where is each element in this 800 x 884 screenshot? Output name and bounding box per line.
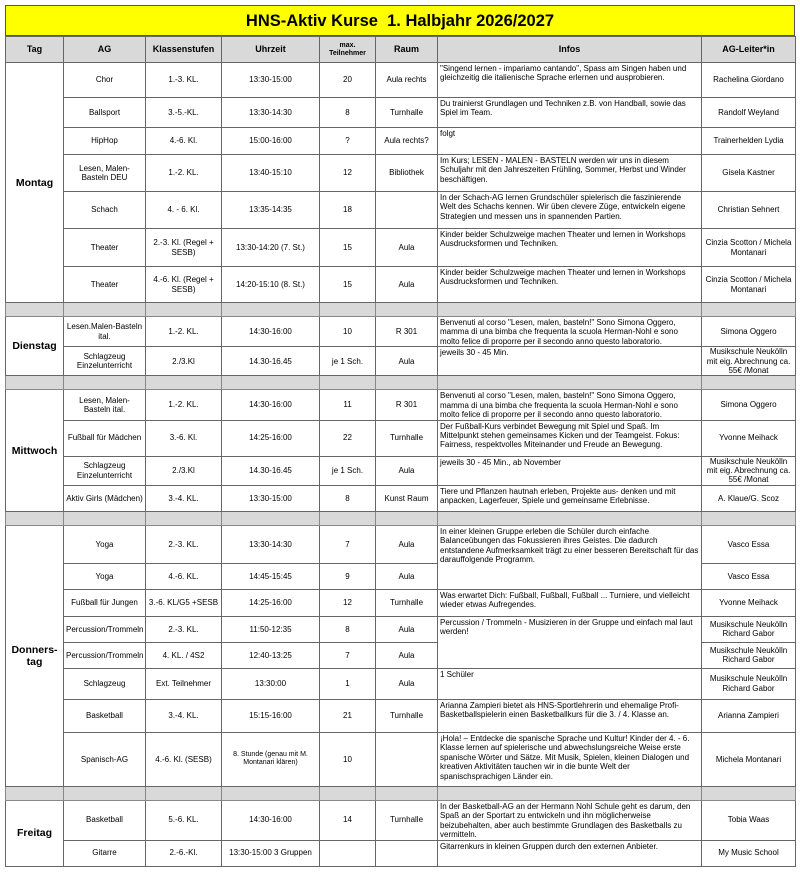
table-row (6, 668, 796, 699)
separator-cell (6, 376, 64, 390)
klassenstufen-cell: 3.-5.-KL. (146, 98, 222, 128)
uhrzeit-cell: 15:00-16:00 (222, 128, 320, 155)
course-sheet (5, 5, 795, 867)
separator-cell (146, 786, 222, 800)
leiter-cell: Michela Montanari (702, 732, 796, 786)
klassenstufen-cell: 4. - 6. Kl. (146, 192, 222, 229)
uhrzeit-cell: 14:30-16:00 (222, 317, 320, 347)
max-teilnehmer-cell: 18 (320, 192, 376, 229)
page-title: HNS-Aktiv Kurse 1. Halbjahr 2026/2027 (5, 5, 795, 36)
separator-cell (6, 511, 64, 525)
klassenstufen-cell: 1.-2. KL. (146, 155, 222, 192)
raum-cell: Kunst Raum (376, 485, 438, 511)
infos-cell: folgt (438, 128, 702, 155)
uhrzeit-cell: 14:30-16:00 (222, 390, 320, 420)
raum-cell: Aula (376, 616, 438, 642)
leiter-cell: A. Klaue/G. Scoz (702, 485, 796, 511)
table-row (6, 840, 796, 866)
leiter-cell: Musikschule Neukölln Richard Gabor (702, 668, 796, 699)
max-teilnehmer-cell: 1 (320, 668, 376, 699)
leiter-cell: My Music School (702, 840, 796, 866)
uhrzeit-cell: 13:30-14:30 (222, 525, 320, 563)
uhrzeit-cell: 13:30-14:30 (222, 98, 320, 128)
ag-cell: Schlagzeug (64, 668, 146, 699)
separator-cell (438, 511, 702, 525)
day-separator (6, 786, 796, 800)
max-teilnehmer-cell: 8 (320, 485, 376, 511)
leiter-cell: Randolf Weyland (702, 98, 796, 128)
infos-cell: Arianna Zampieri bietet als HNS-Sportlehrerin und ehemalige Profi-Basketballspielerin einen Basketballkurs für die 3. / 4. Klasse an. (438, 699, 702, 732)
table-row (6, 192, 796, 229)
separator-cell (702, 786, 796, 800)
leiter-cell: Vasco Essa (702, 563, 796, 589)
ag-cell: Lesen.Malen-Basteln ital. (64, 317, 146, 347)
separator-cell (320, 376, 376, 390)
klassenstufen-cell: 2.-3. KL. (146, 525, 222, 563)
header-tag: Tag (6, 37, 64, 63)
raum-cell: Turnhalle (376, 420, 438, 456)
uhrzeit-cell: 13:30-15:00 (222, 63, 320, 98)
raum-cell: Turnhalle (376, 589, 438, 616)
ag-cell: Yoga (64, 563, 146, 589)
infos-cell: Kinder beider Schulzweige machen Theater und lernen in Workshops Ausdrucksformen und Techniken. (438, 267, 702, 303)
raum-cell: Bibliothek (376, 155, 438, 192)
infos-cell: 1 Schüler (438, 668, 702, 699)
infos-cell: Benvenuti al corso "Lesen, malen, basteln!" Sono Simona Oggero, mamma di una bimba che frequenta la scuola Herman-Nohl e sono molto felice di proporre per il secondo anno questo laboratorio. (438, 390, 702, 420)
table-row (6, 229, 796, 267)
separator-cell (146, 303, 222, 317)
leiter-cell: Gisela Kastner (702, 155, 796, 192)
klassenstufen-cell: 4.-6. KL. (146, 563, 222, 589)
raum-cell: Aula (376, 525, 438, 563)
uhrzeit-cell: 13:30-14:20 (7. St.) (222, 229, 320, 267)
klassenstufen-cell: 3.-4. KL. (146, 699, 222, 732)
max-teilnehmer-cell: 21 (320, 699, 376, 732)
ag-cell: Chor (64, 63, 146, 98)
infos-cell: jeweils 30 - 45 Min. (438, 347, 702, 376)
klassenstufen-cell: 4.-6. Kl. (SESB) (146, 732, 222, 786)
leiter-cell: Yvonne Meihack (702, 420, 796, 456)
max-teilnehmer-cell: je 1 Sch. (320, 456, 376, 485)
raum-cell: Aula (376, 229, 438, 267)
table-row (6, 63, 796, 98)
infos-cell: Im Kurs; LESEN - MALEN - BASTELN werden wir uns in diesem Schuljahr mit den Jahreszeiten Frühling, Sommer, Herbst und Winder beschäftigen. (438, 155, 702, 192)
separator-cell (376, 786, 438, 800)
max-teilnehmer-cell: 15 (320, 267, 376, 303)
ag-cell: Schlagzeug Einzelunterricht (64, 347, 146, 376)
header-ag: AG (64, 37, 146, 63)
infos-cell: ¡Hola! – Entdecke die spanische Sprache und Kultur! Kinder der 4. - 6. Klasse lernen auf spielerische und abwechslungsreiche Weise erste spanische Wörter und Sätze. Mit Musik, Spielen, kleinen Dialogen und kreativen Aktivitäten tauchen wir in die bunte Welt der spanischsprachigen Länder ein. (438, 732, 702, 786)
max-teilnehmer-cell: 20 (320, 63, 376, 98)
uhrzeit-cell: 14:25-16:00 (222, 420, 320, 456)
raum-cell: Aula (376, 267, 438, 303)
leiter-cell: Rachelina Giordano (702, 63, 796, 98)
infos-cell: In einer kleinen Gruppe erleben die Schüler durch einfache Balanceübungen das Fokussieren ihres Geistes. Die dadurch entstandene Aufmerksamkeit trägt zu einer besseren Bereitschaft für das darauffolgende Programm. (438, 525, 702, 589)
ag-cell: Fußball für Jungen (64, 589, 146, 616)
klassenstufen-cell: 1.-2. KL. (146, 317, 222, 347)
table-row (6, 525, 796, 563)
infos-cell: Der Fußball-Kurs verbindet Bewegung mit Spiel und Spaß. Im Mittelpunkt stehen gemeinsames Kicken und der Teamgeist. Fokus: Fairness, respektvolles Miteinander und Freude an Bewegung. (438, 420, 702, 456)
separator-cell (6, 303, 64, 317)
raum-cell: Aula rechts? (376, 128, 438, 155)
uhrzeit-cell: 13:35-14:35 (222, 192, 320, 229)
max-teilnehmer-cell: 12 (320, 589, 376, 616)
separator-cell (320, 303, 376, 317)
infos-cell: Was erwartet Dich: Fußball, Fußball, Fußball ... Turniere, und vielleicht wieder etwas Aufregendes. (438, 589, 702, 616)
klassenstufen-cell: 4. KL. / 4S2 (146, 642, 222, 668)
max-teilnehmer-cell: 7 (320, 525, 376, 563)
klassenstufen-cell: 3.-6. Kl. (146, 420, 222, 456)
table-row (6, 732, 796, 786)
separator-cell (438, 786, 702, 800)
day-separator (6, 511, 796, 525)
infos-cell: Tiere und Pflanzen hautnah erleben, Projekte aus- denken und mit anpacken, Lagerfeuer, Spiele und gemeinsame Erlebnisse. (438, 485, 702, 511)
infos-cell: "Singend lernen - impariamo cantando", Spass am Singen haben und gleichzeitig die italienische Sprache erlernen und ausprobieren. (438, 63, 702, 98)
ag-cell: Lesen, Malen-Basteln DEU (64, 155, 146, 192)
course-table (5, 36, 796, 867)
infos-cell: Percussion / Trommeln - Musizieren in der Gruppe und einfach mal laut werden! (438, 616, 702, 668)
max-teilnehmer-cell: 14 (320, 800, 376, 840)
uhrzeit-cell: 14:30-16:00 (222, 800, 320, 840)
klassenstufen-cell: 2.-3. KL. (146, 616, 222, 642)
separator-cell (320, 511, 376, 525)
raum-cell (376, 840, 438, 866)
klassenstufen-cell: 3.-4. KL. (146, 485, 222, 511)
raum-cell: Aula (376, 347, 438, 376)
klassenstufen-cell: 2.-3. Kl. (Regel + SESB) (146, 229, 222, 267)
table-row (6, 589, 796, 616)
max-teilnehmer-cell: 10 (320, 732, 376, 786)
table-row (6, 485, 796, 511)
separator-cell (64, 376, 146, 390)
raum-cell (376, 732, 438, 786)
klassenstufen-cell: 2.-6.-Kl. (146, 840, 222, 866)
uhrzeit-cell: 13:30:00 (222, 668, 320, 699)
raum-cell: Aula (376, 456, 438, 485)
header-infos: Infos (438, 37, 702, 63)
ag-cell: Lesen, Malen-Basteln ital. (64, 390, 146, 420)
leiter-cell: Yvonne Meihack (702, 589, 796, 616)
table-row (6, 456, 796, 485)
klassenstufen-cell: 1.-2. KL. (146, 390, 222, 420)
ag-cell: Schlagzeug Einzelunterricht (64, 456, 146, 485)
raum-cell (376, 192, 438, 229)
ag-cell: Basketball (64, 800, 146, 840)
klassenstufen-cell: 5.-6. KL. (146, 800, 222, 840)
separator-cell (702, 376, 796, 390)
max-teilnehmer-cell: ? (320, 128, 376, 155)
uhrzeit-cell: 13:30-15:00 3 Gruppen (222, 840, 320, 866)
leiter-cell: Arianna Zampieri (702, 699, 796, 732)
klassenstufen-cell: 4.-6. Kl. (Regel + SESB) (146, 267, 222, 303)
separator-cell (146, 511, 222, 525)
leiter-cell: Cinzia Scotton / Michela Montanari (702, 267, 796, 303)
day-label: Montag (6, 63, 64, 303)
header-uhrzeit: Uhrzeit (222, 37, 320, 63)
separator-cell (438, 376, 702, 390)
table-row (6, 128, 796, 155)
infos-cell: Gitarrenkurs in kleinen Gruppen durch den externen Anbieter. (438, 840, 702, 866)
table-row (6, 390, 796, 420)
raum-cell: Aula (376, 642, 438, 668)
klassenstufen-cell: 2./3.Kl (146, 347, 222, 376)
separator-cell (64, 511, 146, 525)
separator-cell (6, 786, 64, 800)
max-teilnehmer-cell: je 1 Sch. (320, 347, 376, 376)
leiter-cell: Simona Oggero (702, 317, 796, 347)
ag-cell: Percussion/Trommeln (64, 642, 146, 668)
ag-cell: Spanisch-AG (64, 732, 146, 786)
ag-cell: Schach (64, 192, 146, 229)
uhrzeit-cell: 8. Stunde (genau mit M. Montanari klären) (222, 732, 320, 786)
uhrzeit-cell: 11:50-12:35 (222, 616, 320, 642)
ag-cell: HipHop (64, 128, 146, 155)
uhrzeit-cell: 13:40-15:10 (222, 155, 320, 192)
max-teilnehmer-cell: 15 (320, 229, 376, 267)
leiter-cell: Christian Sehnert (702, 192, 796, 229)
table-row (6, 98, 796, 128)
table-row (6, 155, 796, 192)
uhrzeit-cell: 14:25-16:00 (222, 589, 320, 616)
klassenstufen-cell: 3.-6. KL/G5 +SESB (146, 589, 222, 616)
header-klassenstufen: Klassenstufen (146, 37, 222, 63)
leiter-cell: Trainerhelden Lydia (702, 128, 796, 155)
raum-cell: Turnhalle (376, 699, 438, 732)
day-label: Freitag (6, 800, 64, 866)
ag-cell: Aktiv Girls (Mädchen) (64, 485, 146, 511)
raum-cell: Turnhalle (376, 98, 438, 128)
infos-cell: In der Schach-AG lernen Grundschüler spielerisch die faszinierende Welt des Schachs kennen. Wir üben clevere Züge, entwickeln eigene Strategien und messen uns in spannenden Partien. (438, 192, 702, 229)
separator-cell (146, 376, 222, 390)
infos-cell: In der Basketball-AG an der Hermann Nohl Schule geht es darum, den Spaß an der Sportart zu entwickeln und ihn möglicherweise beizubehalten, aber auch bestimmte Grundlagen des Basketballs zu vermitteln. (438, 800, 702, 840)
leiter-cell: Simona Oggero (702, 390, 796, 420)
max-teilnehmer-cell: 11 (320, 390, 376, 420)
separator-cell (376, 303, 438, 317)
max-teilnehmer-cell: 7 (320, 642, 376, 668)
max-teilnehmer-cell: 10 (320, 317, 376, 347)
leiter-cell: Musikschule Neukölln Richard Gabor (702, 616, 796, 642)
leiter-cell: Musikschule Neukölln Richard Gabor (702, 642, 796, 668)
max-teilnehmer-cell (320, 840, 376, 866)
day-separator (6, 303, 796, 317)
separator-cell (64, 303, 146, 317)
separator-cell (376, 376, 438, 390)
ag-cell: Yoga (64, 525, 146, 563)
day-label: Dienstag (6, 317, 64, 376)
max-teilnehmer-cell: 22 (320, 420, 376, 456)
table-row (6, 800, 796, 840)
raum-cell: Aula (376, 563, 438, 589)
table-row (6, 347, 796, 376)
ag-cell: Theater (64, 229, 146, 267)
leiter-cell: Tobia Waas (702, 800, 796, 840)
table-body (6, 63, 796, 867)
table-row (6, 616, 796, 642)
leiter-cell: Cinzia Scotton / Michela Montanari (702, 229, 796, 267)
infos-cell: Benvenuti al corso "Lesen, malen, basteln!" Sono Simona Oggero, mamma di una bimba che frequenta la scuola Herman-Nohl e sono molto felice di proporre per il secondo anno questo laboratorio. (438, 317, 702, 347)
raum-cell: Turnhalle (376, 800, 438, 840)
table-row (6, 317, 796, 347)
table-row (6, 267, 796, 303)
klassenstufen-cell: Ext. Teilnehmer (146, 668, 222, 699)
day-label: Mittwoch (6, 390, 64, 511)
header-raum: Raum (376, 37, 438, 63)
ag-cell: Gitarre (64, 840, 146, 866)
ag-cell: Theater (64, 267, 146, 303)
header-row (6, 37, 796, 63)
header-leiter: AG-Leiter*in (702, 37, 796, 63)
raum-cell: Aula (376, 668, 438, 699)
separator-cell (222, 511, 320, 525)
max-teilnehmer-cell: 9 (320, 563, 376, 589)
infos-cell: Kinder beider Schulzweige machen Theater und lernen in Workshops Ausdrucksformen und Techniken. (438, 229, 702, 267)
klassenstufen-cell: 4.-6. Kl. (146, 128, 222, 155)
uhrzeit-cell: 15:15-16:00 (222, 699, 320, 732)
separator-cell (376, 511, 438, 525)
uhrzeit-cell: 14:20-15:10 (8. St.) (222, 267, 320, 303)
separator-cell (320, 786, 376, 800)
table-row (6, 420, 796, 456)
uhrzeit-cell: 14.30-16.45 (222, 456, 320, 485)
separator-cell (222, 786, 320, 800)
uhrzeit-cell: 14:45-15:45 (222, 563, 320, 589)
separator-cell (702, 303, 796, 317)
leiter-cell: Musikschule Neukölln mit eig. Abrechnung ca. 55€ /Monat (702, 456, 796, 485)
header-max-teilnehmer: max. Teilnehmer (320, 37, 376, 63)
separator-cell (64, 786, 146, 800)
max-teilnehmer-cell: 8 (320, 616, 376, 642)
ag-cell: Basketball (64, 699, 146, 732)
ag-cell: Fußball für Mädchen (64, 420, 146, 456)
uhrzeit-cell: 14.30-16.45 (222, 347, 320, 376)
uhrzeit-cell: 12:40-13:25 (222, 642, 320, 668)
leiter-cell: Vasco Essa (702, 525, 796, 563)
day-separator (6, 376, 796, 390)
raum-cell: Aula rechts (376, 63, 438, 98)
raum-cell: R 301 (376, 317, 438, 347)
separator-cell (222, 303, 320, 317)
separator-cell (438, 303, 702, 317)
day-label: Donners-tag (6, 525, 64, 786)
max-teilnehmer-cell: 12 (320, 155, 376, 192)
klassenstufen-cell: 1.-3. KL. (146, 63, 222, 98)
leiter-cell: Musikschule Neukölln mit eig. Abrechnung ca. 55€ /Monat (702, 347, 796, 376)
ag-cell: Ballsport (64, 98, 146, 128)
separator-cell (702, 511, 796, 525)
table-row (6, 699, 796, 732)
infos-cell: Du trainierst Grundlagen und Techniken z.B. von Handball, sowie das Spiel im Team. (438, 98, 702, 128)
max-teilnehmer-cell: 8 (320, 98, 376, 128)
infos-cell: jeweils 30 - 45 Min., ab November (438, 456, 702, 485)
klassenstufen-cell: 2./3.Kl (146, 456, 222, 485)
separator-cell (222, 376, 320, 390)
uhrzeit-cell: 13:30-15:00 (222, 485, 320, 511)
ag-cell: Percussion/Trommeln (64, 616, 146, 642)
raum-cell: R 301 (376, 390, 438, 420)
